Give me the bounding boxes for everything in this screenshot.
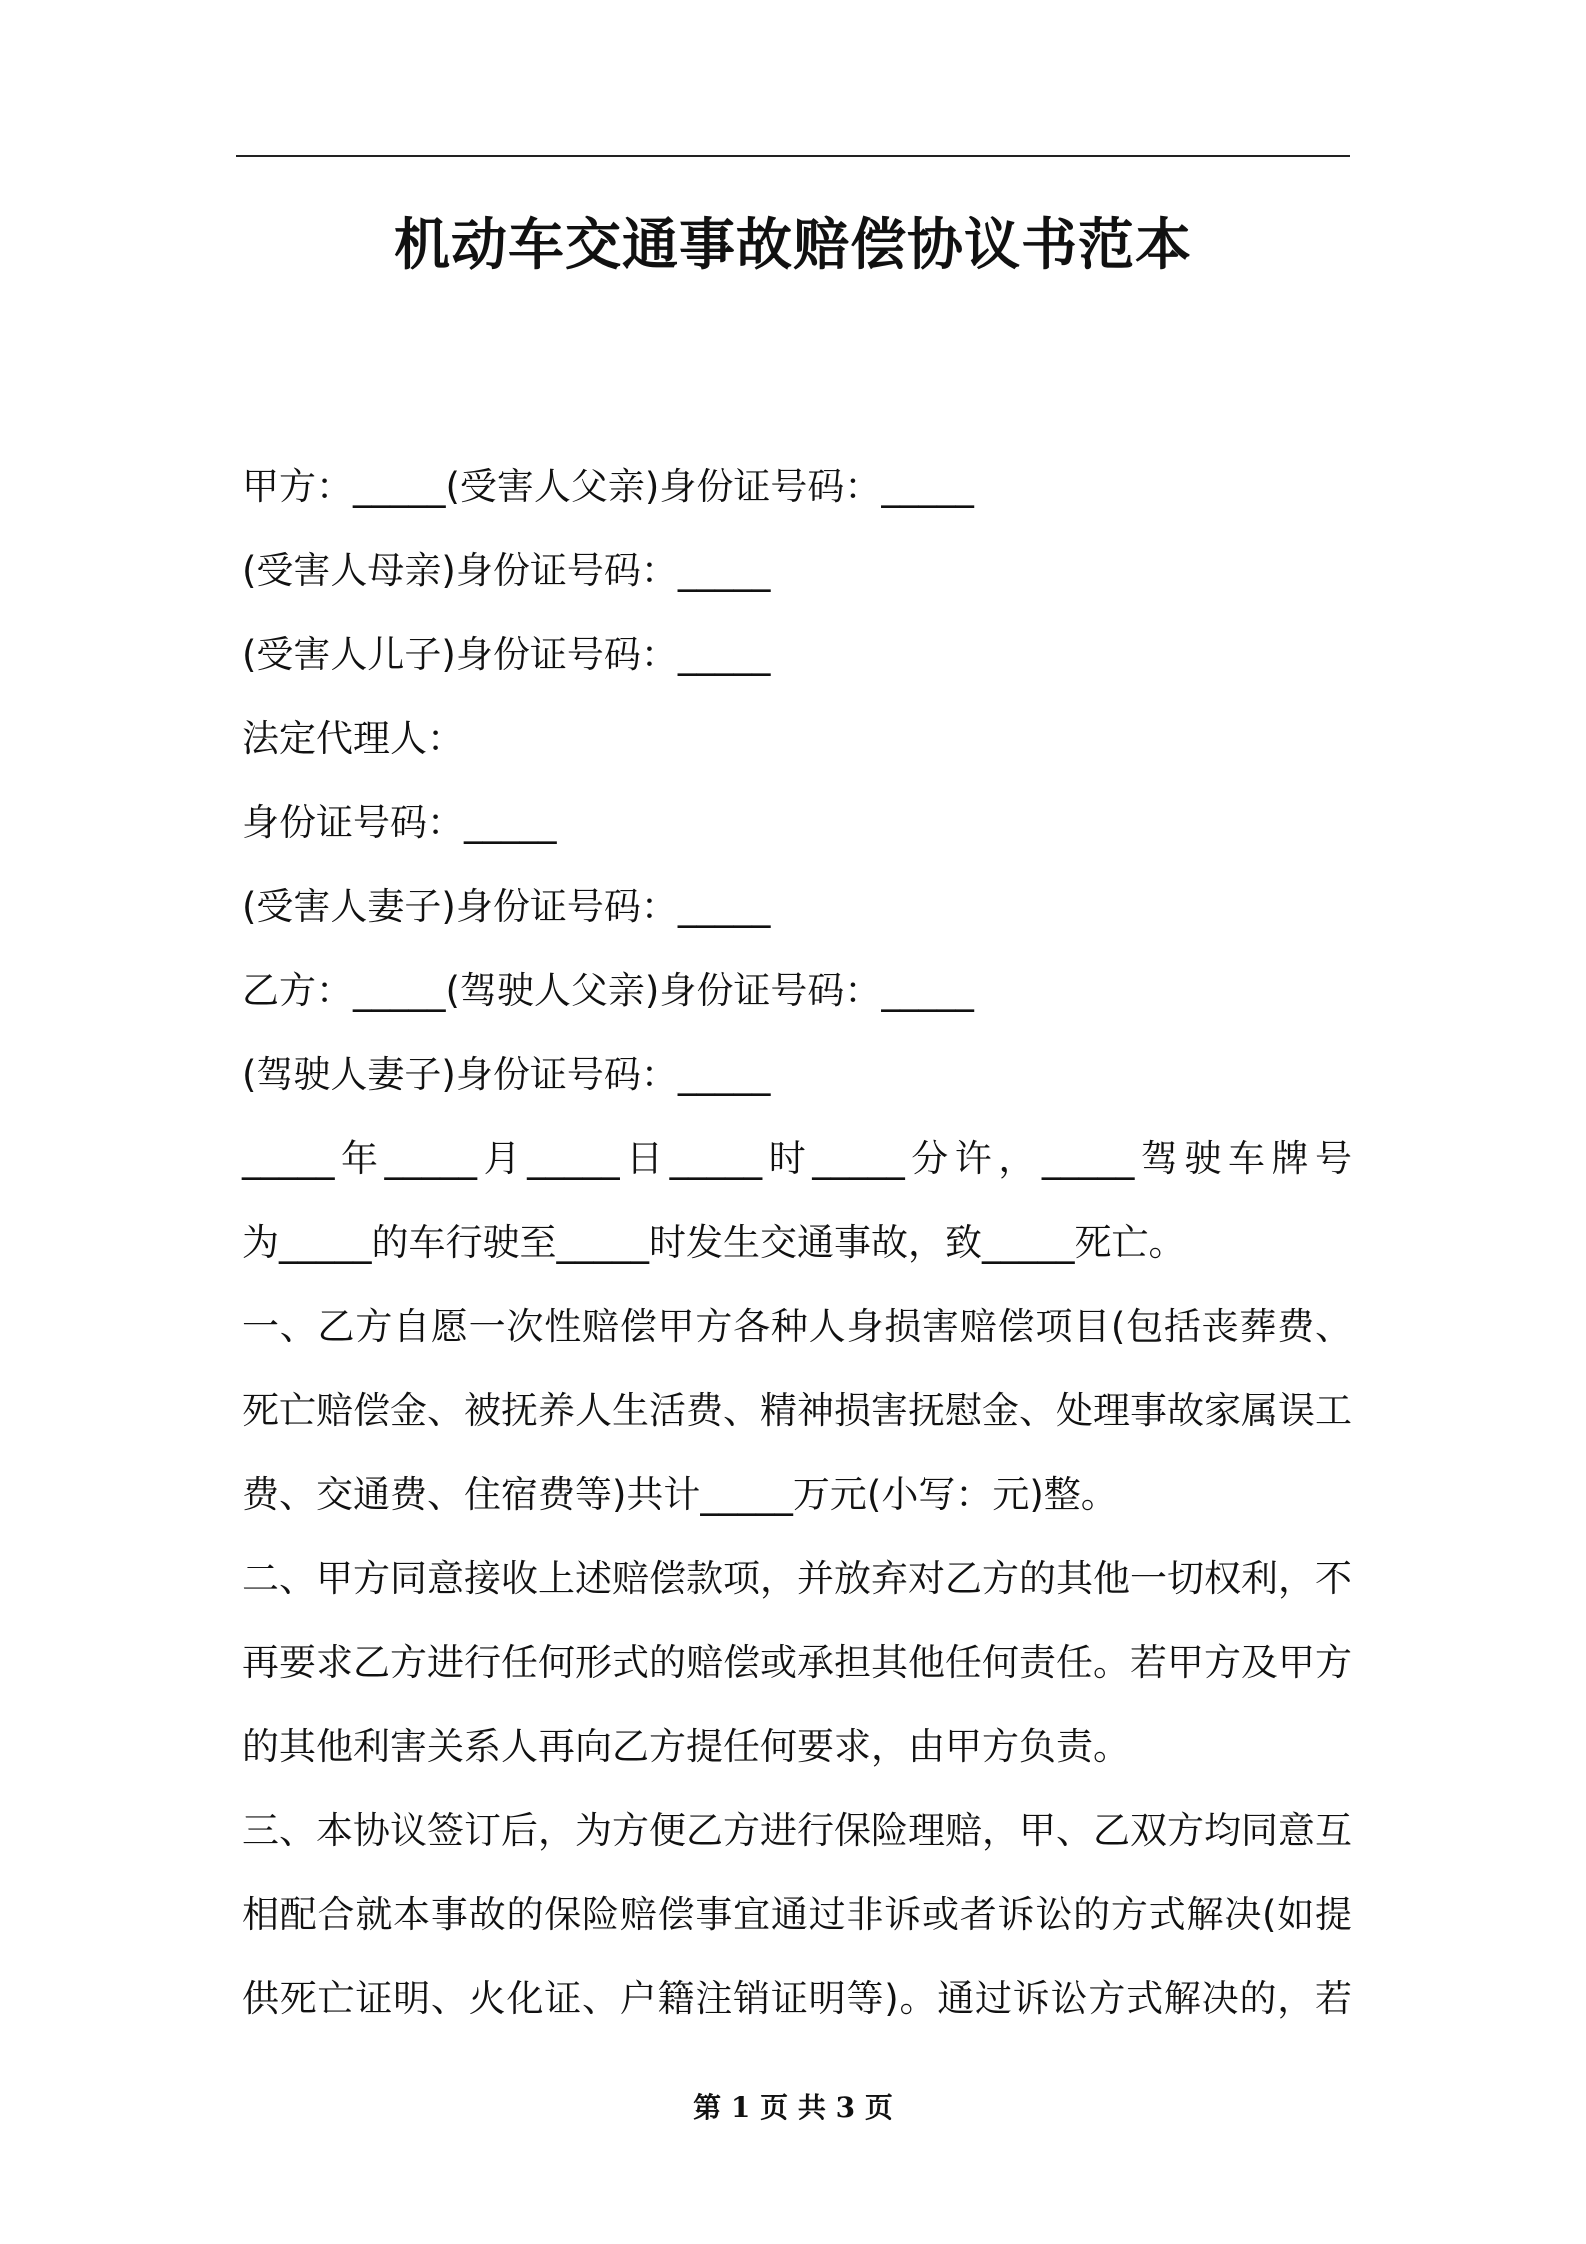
agent-id-line: 身份证号码：_____ xyxy=(242,801,557,844)
clause-1-line-1: 一、乙方自愿一次性赔偿甲方各种人身损害赔偿项目(包括丧葬费、 xyxy=(242,1305,1352,1348)
party-a-line: 甲方：_____(受害人父亲)身份证号码：_____ xyxy=(242,465,974,508)
legal-agent-line: 法定代理人： xyxy=(242,717,464,760)
clause-1-line-3: 费、交通费、住宿费等)共计_____万元(小写：元)整。 xyxy=(242,1473,1118,1516)
clause-3-line-2: 相配合就本事故的保险赔偿事宜通过非诉或者诉讼的方式解决(如提 xyxy=(242,1893,1352,1936)
clause-1-line-2: 死亡赔偿金、被抚养人生活费、精神损害抚慰金、处理事故家属误工 xyxy=(242,1389,1352,1432)
accident-description-line: 为_____的车行驶至_____时发生交通事故，致_____死亡。 xyxy=(242,1221,1186,1264)
header-rule xyxy=(236,155,1350,157)
driver-wife-id-line: (驾驶人妻子)身份证号码：_____ xyxy=(242,1053,771,1096)
victim-wife-id-line: (受害人妻子)身份证号码：_____ xyxy=(242,885,771,928)
victim-mother-id-line: (受害人母亲)身份证号码：_____ xyxy=(242,549,771,592)
accident-time-line: _____年_____月_____日_____时_____分许，_____驾驶车牌号 xyxy=(242,1137,1352,1180)
document-body xyxy=(242,445,1352,2041)
victim-son-id-line: (受害人儿子)身份证号码：_____ xyxy=(242,633,771,676)
clause-2-line-2: 再要求乙方进行任何形式的赔偿或承担其他任何责任。若甲方及甲方 xyxy=(242,1641,1352,1684)
page-number-footer: 第 1 页 共 3 页 xyxy=(693,2091,893,2124)
clause-2-line-3: 的其他利害关系人再向乙方提任何要求，由甲方负责。 xyxy=(242,1725,1130,1768)
clause-3-line-1: 三、本协议签订后，为方便乙方进行保险理赔，甲、乙双方均同意互 xyxy=(242,1809,1352,1852)
clause-3-line-3: 供死亡证明、火化证、户籍注销证明等)。通过诉讼方式解决的，若 xyxy=(242,1977,1352,2020)
clause-2-line-1: 二、甲方同意接收上述赔偿款项，并放弃对乙方的其他一切权利，不 xyxy=(242,1557,1352,1600)
party-b-line: 乙方：_____(驾驶人父亲)身份证号码：_____ xyxy=(242,969,974,1012)
document-title: 机动车交通事故赔偿协议书范本 xyxy=(394,213,1192,278)
